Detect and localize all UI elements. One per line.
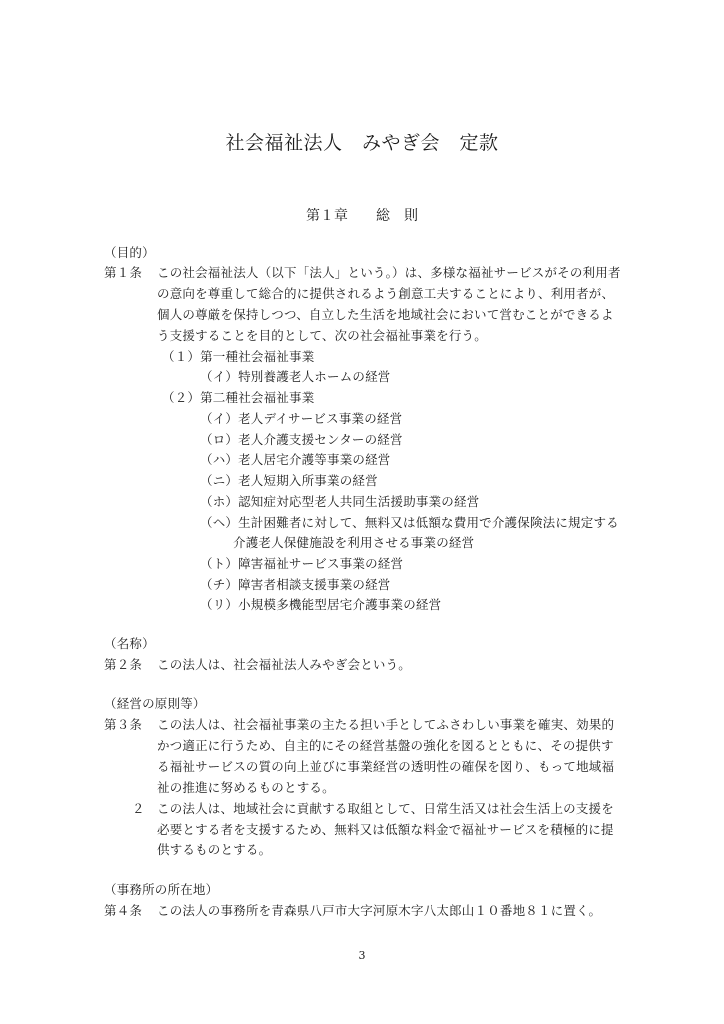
article-text-line: の意向を尊重して総合的に提供されるよう創意工夫することにより、利用者が、 (157, 286, 615, 301)
list-subitem: （チ）障害者相談支援事業の経営 (200, 577, 391, 592)
article-text-line: 個人の尊厳を保持しつつ、自立した生活を地域社会において営むことができるよ (157, 307, 614, 322)
document-title: 社会福祉法人 みやぎ会 定款 (225, 132, 499, 154)
list-subitem: （ホ）認知症対応型老人共同生活援助事業の経営 (200, 494, 480, 509)
article-text-line: る福祉サービスの質の向上並びに事業経営の透明性の確保を図り、もって地域福 (157, 759, 615, 774)
article-text-line: この法人は、社会福祉事業の主たる担い手としてふさわしい事業を確実、効果的 (157, 717, 615, 732)
article-text-line: この法人は、地域社会に貢献する取組として、日常生活又は社会生活上の支援を (157, 801, 614, 816)
article-heading: （名称） (104, 636, 155, 651)
article-heading: （事務所の所在地） (104, 882, 219, 897)
article-label: 第２条 (104, 657, 143, 672)
paragraph-number: ２ (132, 801, 145, 816)
list-item: （１）第一種社会福祉事業 (162, 349, 315, 364)
article-text-line: 供するものとする。 (157, 842, 272, 857)
list-subitem: （リ）小規模多機能型居宅介護事業の経営 (200, 597, 442, 612)
article-label: 第１条 (104, 265, 143, 280)
article-text-line: この法人の事務所を青森県八戸市大字河原木字八太郎山１０番地８１に置く。 (157, 903, 602, 918)
article-heading: （経営の原則等） (104, 696, 206, 711)
list-subitem: （ヘ）生計困難者に対して、無料又は低額な費用で介護保険法に規定する (200, 515, 619, 530)
article-text-line: この法人は、社会福祉法人みやぎ会という。 (157, 657, 412, 672)
list-subitem: （ト）障害福祉サービス事業の経営 (200, 556, 404, 571)
list-subitem-continuation: 介護老人保健施設を利用させる事業の経営 (233, 535, 475, 550)
list-subitem: （イ）特別養護老人ホームの経営 (200, 369, 391, 384)
article-text-line: 祉の推進に努めるものとする。 (157, 780, 335, 795)
list-subitem: （ニ）老人短期入所事業の経営 (200, 473, 378, 488)
list-subitem: （ハ）老人居宅介護等事業の経営 (200, 452, 391, 467)
list-subitem: （イ）老人デイサービス事業の経営 (200, 411, 403, 426)
article-text-line: う支援することを目的として、次の社会福祉事業を行う。 (157, 328, 487, 343)
page-number: 3 (358, 949, 366, 962)
list-item: （２）第二種社会福祉事業 (162, 390, 315, 405)
article-label: 第４条 (104, 903, 143, 918)
article-text-line: かつ適正に行うため、自主的にその経営基盤の強化を図るとともに、その提供す (157, 738, 614, 753)
list-subitem: （ロ）老人介護支援センターの経営 (200, 432, 403, 447)
article-heading: （目的） (104, 245, 155, 260)
article-text-line: 必要とする者を支援するため、無料又は低額な料金で福祉サービスを積極的に提 (157, 822, 614, 837)
article-label: 第３条 (104, 717, 143, 732)
chapter-heading: 第１章 総 則 (306, 208, 418, 224)
article-text-line: この社会福祉法人（以下「法人」という。）は、多様な福祉サービスがその利用者 (157, 265, 621, 280)
